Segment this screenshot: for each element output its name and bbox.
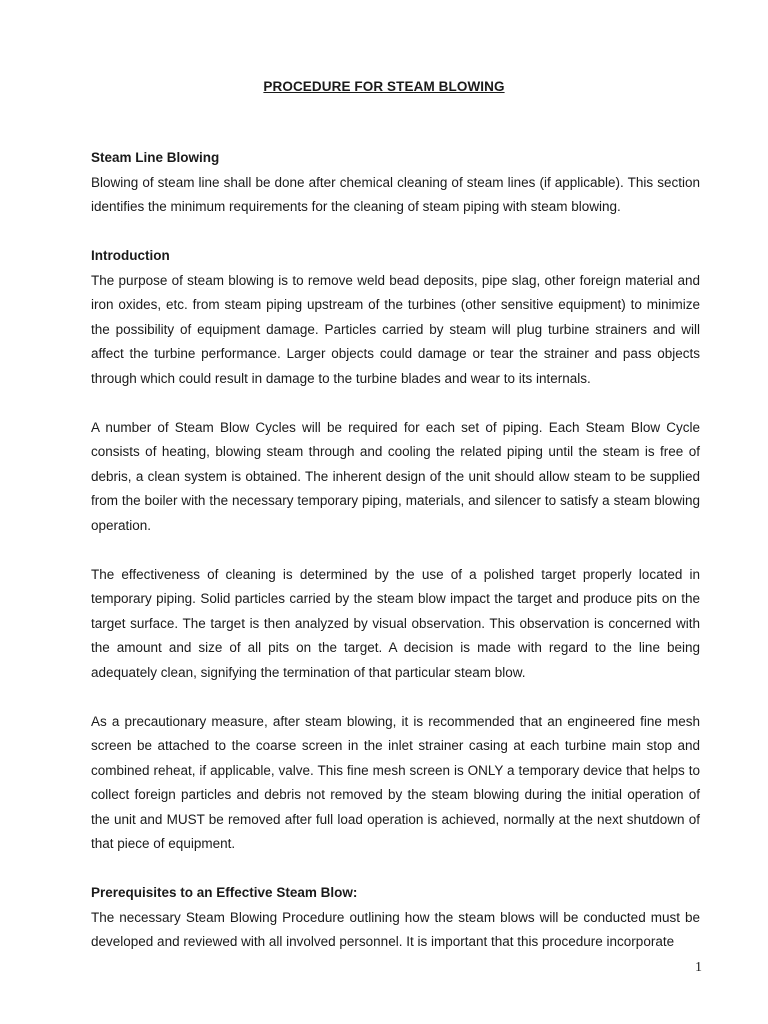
- paragraph: The effectiveness of cleaning is determined by the use of a polished target properly located in temporary piping. Solid particles carried by the steam blow impact the target and produce pits on the target surface. The target is then analyzed by visual observation. This observation is concerned with the amount and size of all pits on the target. A decision is made with regard to the line being adequately clean, signifying the termination of that particular steam blow.: [91, 566, 700, 680]
- paragraph: A number of Steam Blow Cycles will be required for each set of piping. Each Steam Blow Cycle consists of heating, blowing steam through and cooling the related piping until the steam is free of debris, a clean system is obtained. The inherent design of the unit should allow steam to be supplied from the boiler with the necessary temporary piping, materials, and silencer to satisfy a steam blowing operation.: [91, 419, 700, 533]
- page-number: 1: [695, 960, 702, 975]
- section-introduction: [91, 244, 700, 857]
- paragraph-spacer: [91, 857, 700, 882]
- document-body: [91, 146, 700, 955]
- section-heading: Steam Line Blowing: [91, 150, 220, 165]
- paragraph: The necessary Steam Blowing Procedure outlining how the steam blows will be conducted must be developed and reviewed with all involved personnel. It is important that this procedure incorporate: [91, 909, 700, 949]
- section-prerequisites: [91, 881, 700, 955]
- paragraph-spacer: [91, 538, 700, 563]
- paragraph-spacer: [91, 685, 700, 710]
- paragraph: The purpose of steam blowing is to remove weld bead deposits, pipe slag, other foreign material and iron oxides, etc. from steam piping upstream of the turbines (other sensitive equipment) to minimize the possibility of equipment damage. Particles carried by steam will plug turbine strainers and will affect the turbine performance. Larger objects could damage or tear the strainer and pass objects through which could result in damage to the turbine blades and wear to its internals.: [91, 272, 700, 386]
- section-steam-line-blowing: [91, 146, 700, 220]
- paragraph: As a precautionary measure, after steam blowing, it is recommended that an engineered fine mesh screen be attached to the coarse screen in the inlet strainer casing at each turbine main stop and combined reheat, if applicable, valve. This fine mesh screen is ONLY a temporary device that helps to collect foreign particles and debris not removed by the steam blowing during the initial operation of the unit and MUST be removed after full load operation is achieved, normally at the next shutdown of that piece of equipment.: [91, 713, 700, 851]
- section-heading: Introduction: [91, 248, 170, 263]
- section-heading: Prerequisites to an Effective Steam Blow:: [91, 885, 358, 900]
- paragraph: Blowing of steam line shall be done after chemical cleaning of steam lines (if applicable). This section identifies the minimum requirements for the cleaning of steam piping with steam blowing.: [91, 174, 700, 214]
- paragraph-spacer: [91, 391, 700, 416]
- paragraph-spacer: [91, 220, 700, 245]
- document-title: PROCEDURE FOR STEAM BLOWING: [263, 79, 505, 94]
